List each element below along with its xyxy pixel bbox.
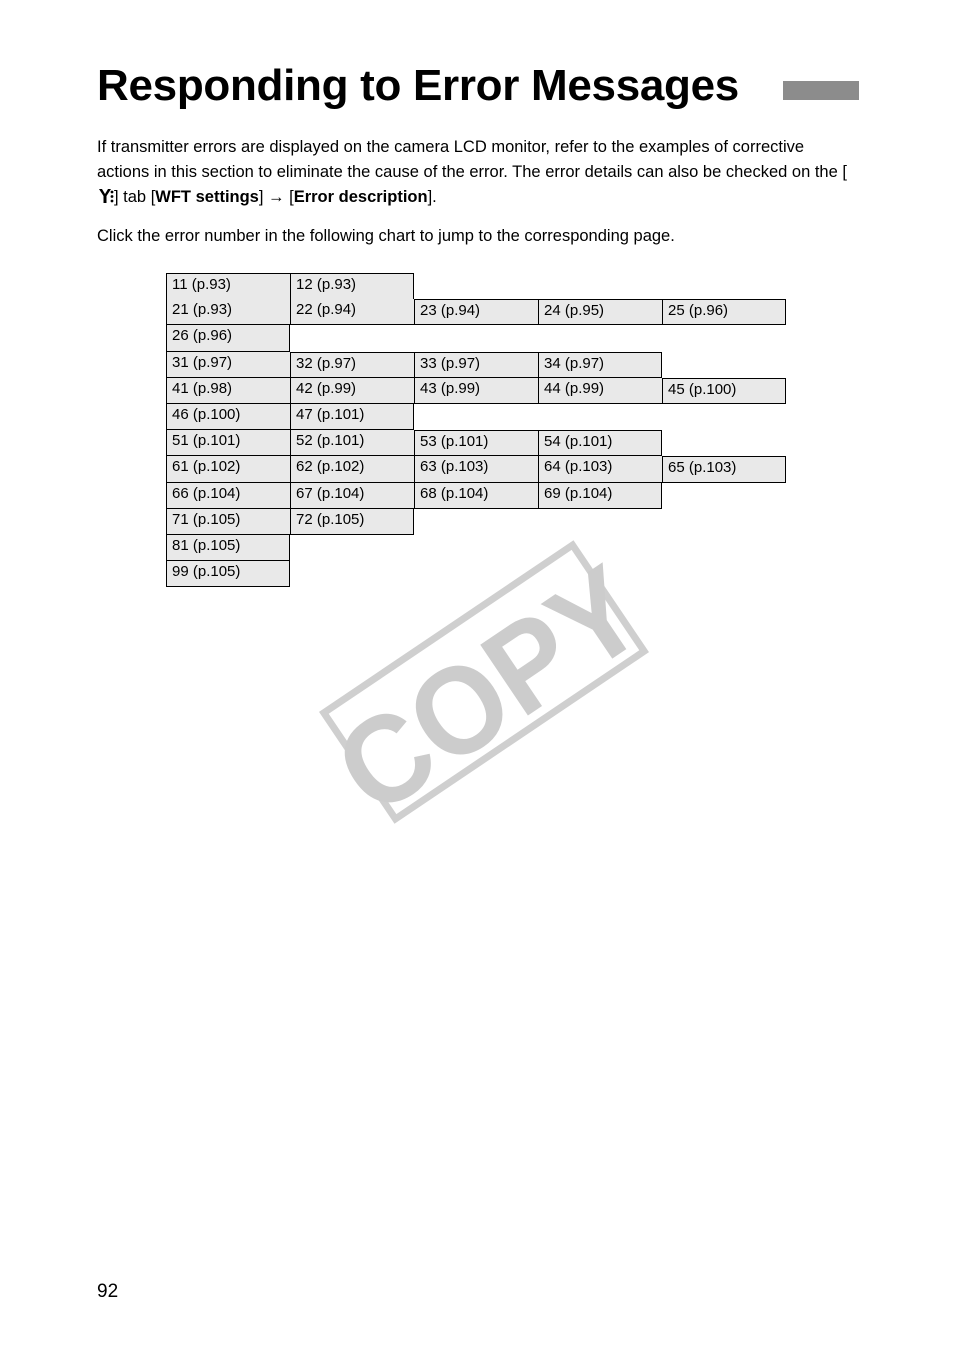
error-link-cell[interactable]: 12 (p.93): [290, 273, 414, 300]
error-link-cell[interactable]: 54 (p.101): [538, 430, 662, 456]
error-link-cell[interactable]: 67 (p.104): [290, 483, 414, 509]
error-link-cell[interactable]: 24 (p.95): [538, 299, 662, 325]
intro-text-2: ] tab [: [114, 188, 156, 206]
error-link-cell[interactable]: 62 (p.102): [290, 456, 414, 482]
error-link-cell[interactable]: 99 (p.105): [166, 561, 290, 587]
error-link-cell[interactable]: 47 (p.101): [290, 404, 414, 430]
error-chart-row: [166, 299, 786, 325]
page-title: Responding to Error Messages: [97, 61, 739, 110]
error-link-cell[interactable]: 66 (p.104): [166, 483, 290, 509]
error-link-cell[interactable]: 46 (p.100): [166, 404, 290, 430]
setup-tab-icon: [97, 187, 114, 212]
error-link-cell[interactable]: 81 (p.105): [166, 535, 290, 561]
error-link-cell[interactable]: 69 (p.104): [538, 483, 662, 509]
error-link-cell[interactable]: 23 (p.94): [414, 299, 538, 325]
error-chart-row: [166, 456, 786, 482]
error-link-cell[interactable]: 31 (p.97): [166, 352, 290, 378]
copy-watermark-stamp: [312, 540, 657, 830]
intro-text-5: ].: [427, 188, 437, 206]
arrow-icon: →: [268, 188, 285, 206]
error-chart-row: [166, 404, 786, 430]
error-chart-row: [166, 325, 786, 351]
error-link-cell[interactable]: 44 (p.99): [538, 378, 662, 404]
error-link-cell[interactable]: 61 (p.102): [166, 456, 290, 482]
error-link-cell[interactable]: 53 (p.101): [414, 430, 538, 456]
page-number: 92: [97, 1281, 119, 1302]
wft-settings-label: WFT settings: [155, 188, 259, 206]
error-chart-row: [166, 352, 786, 378]
error-chart-row: [166, 430, 786, 456]
intro-text-1: If transmitter errors are displayed on the camera LCD monitor, refer to the examples of corrective actions in this section to eliminate the cause of the error. The error details can also be checked on the [: [97, 138, 847, 181]
error-link-cell[interactable]: 45 (p.100): [662, 378, 786, 404]
error-chart-row: [166, 509, 786, 535]
intro-text-4: [: [284, 188, 294, 206]
error-link-cell[interactable]: 25 (p.96): [662, 299, 786, 325]
error-description-label: Error description: [293, 188, 428, 206]
error-link-cell[interactable]: 43 (p.99): [414, 378, 538, 404]
error-link-cell[interactable]: 22 (p.94): [290, 299, 414, 325]
title-decoration-bar: [783, 81, 859, 100]
click-instruction: Click the error number in the following chart to jump to the corresponding page.: [97, 227, 675, 245]
error-link-cell[interactable]: 52 (p.101): [290, 430, 414, 456]
error-link-cell[interactable]: 32 (p.97): [290, 352, 414, 378]
error-chart-row: [166, 483, 786, 509]
error-link-cell[interactable]: 72 (p.105): [290, 509, 414, 535]
error-link-cell[interactable]: 21 (p.93): [166, 299, 290, 325]
error-chart-row: [166, 378, 786, 404]
error-link-cell[interactable]: 63 (p.103): [414, 456, 538, 482]
error-link-cell[interactable]: 34 (p.97): [538, 352, 662, 378]
intro-text-3: ]: [258, 188, 269, 206]
error-link-cell[interactable]: 42 (p.99): [290, 378, 414, 404]
error-chart-row: [166, 273, 786, 299]
watermark-text: COPY: [312, 540, 657, 825]
intro-paragraph: [97, 135, 857, 212]
error-link-cell[interactable]: 26 (p.96): [166, 325, 290, 351]
error-link-cell[interactable]: 65 (p.103): [662, 456, 786, 482]
error-link-cell[interactable]: 41 (p.98): [166, 378, 290, 404]
error-link-cell[interactable]: 33 (p.97): [414, 352, 538, 378]
error-link-cell[interactable]: 68 (p.104): [414, 483, 538, 509]
error-link-cell[interactable]: 51 (p.101): [166, 430, 290, 456]
error-link-cell[interactable]: 71 (p.105): [166, 509, 290, 535]
error-link-cell[interactable]: 64 (p.103): [538, 456, 662, 482]
error-link-cell[interactable]: 11 (p.93): [166, 273, 290, 300]
